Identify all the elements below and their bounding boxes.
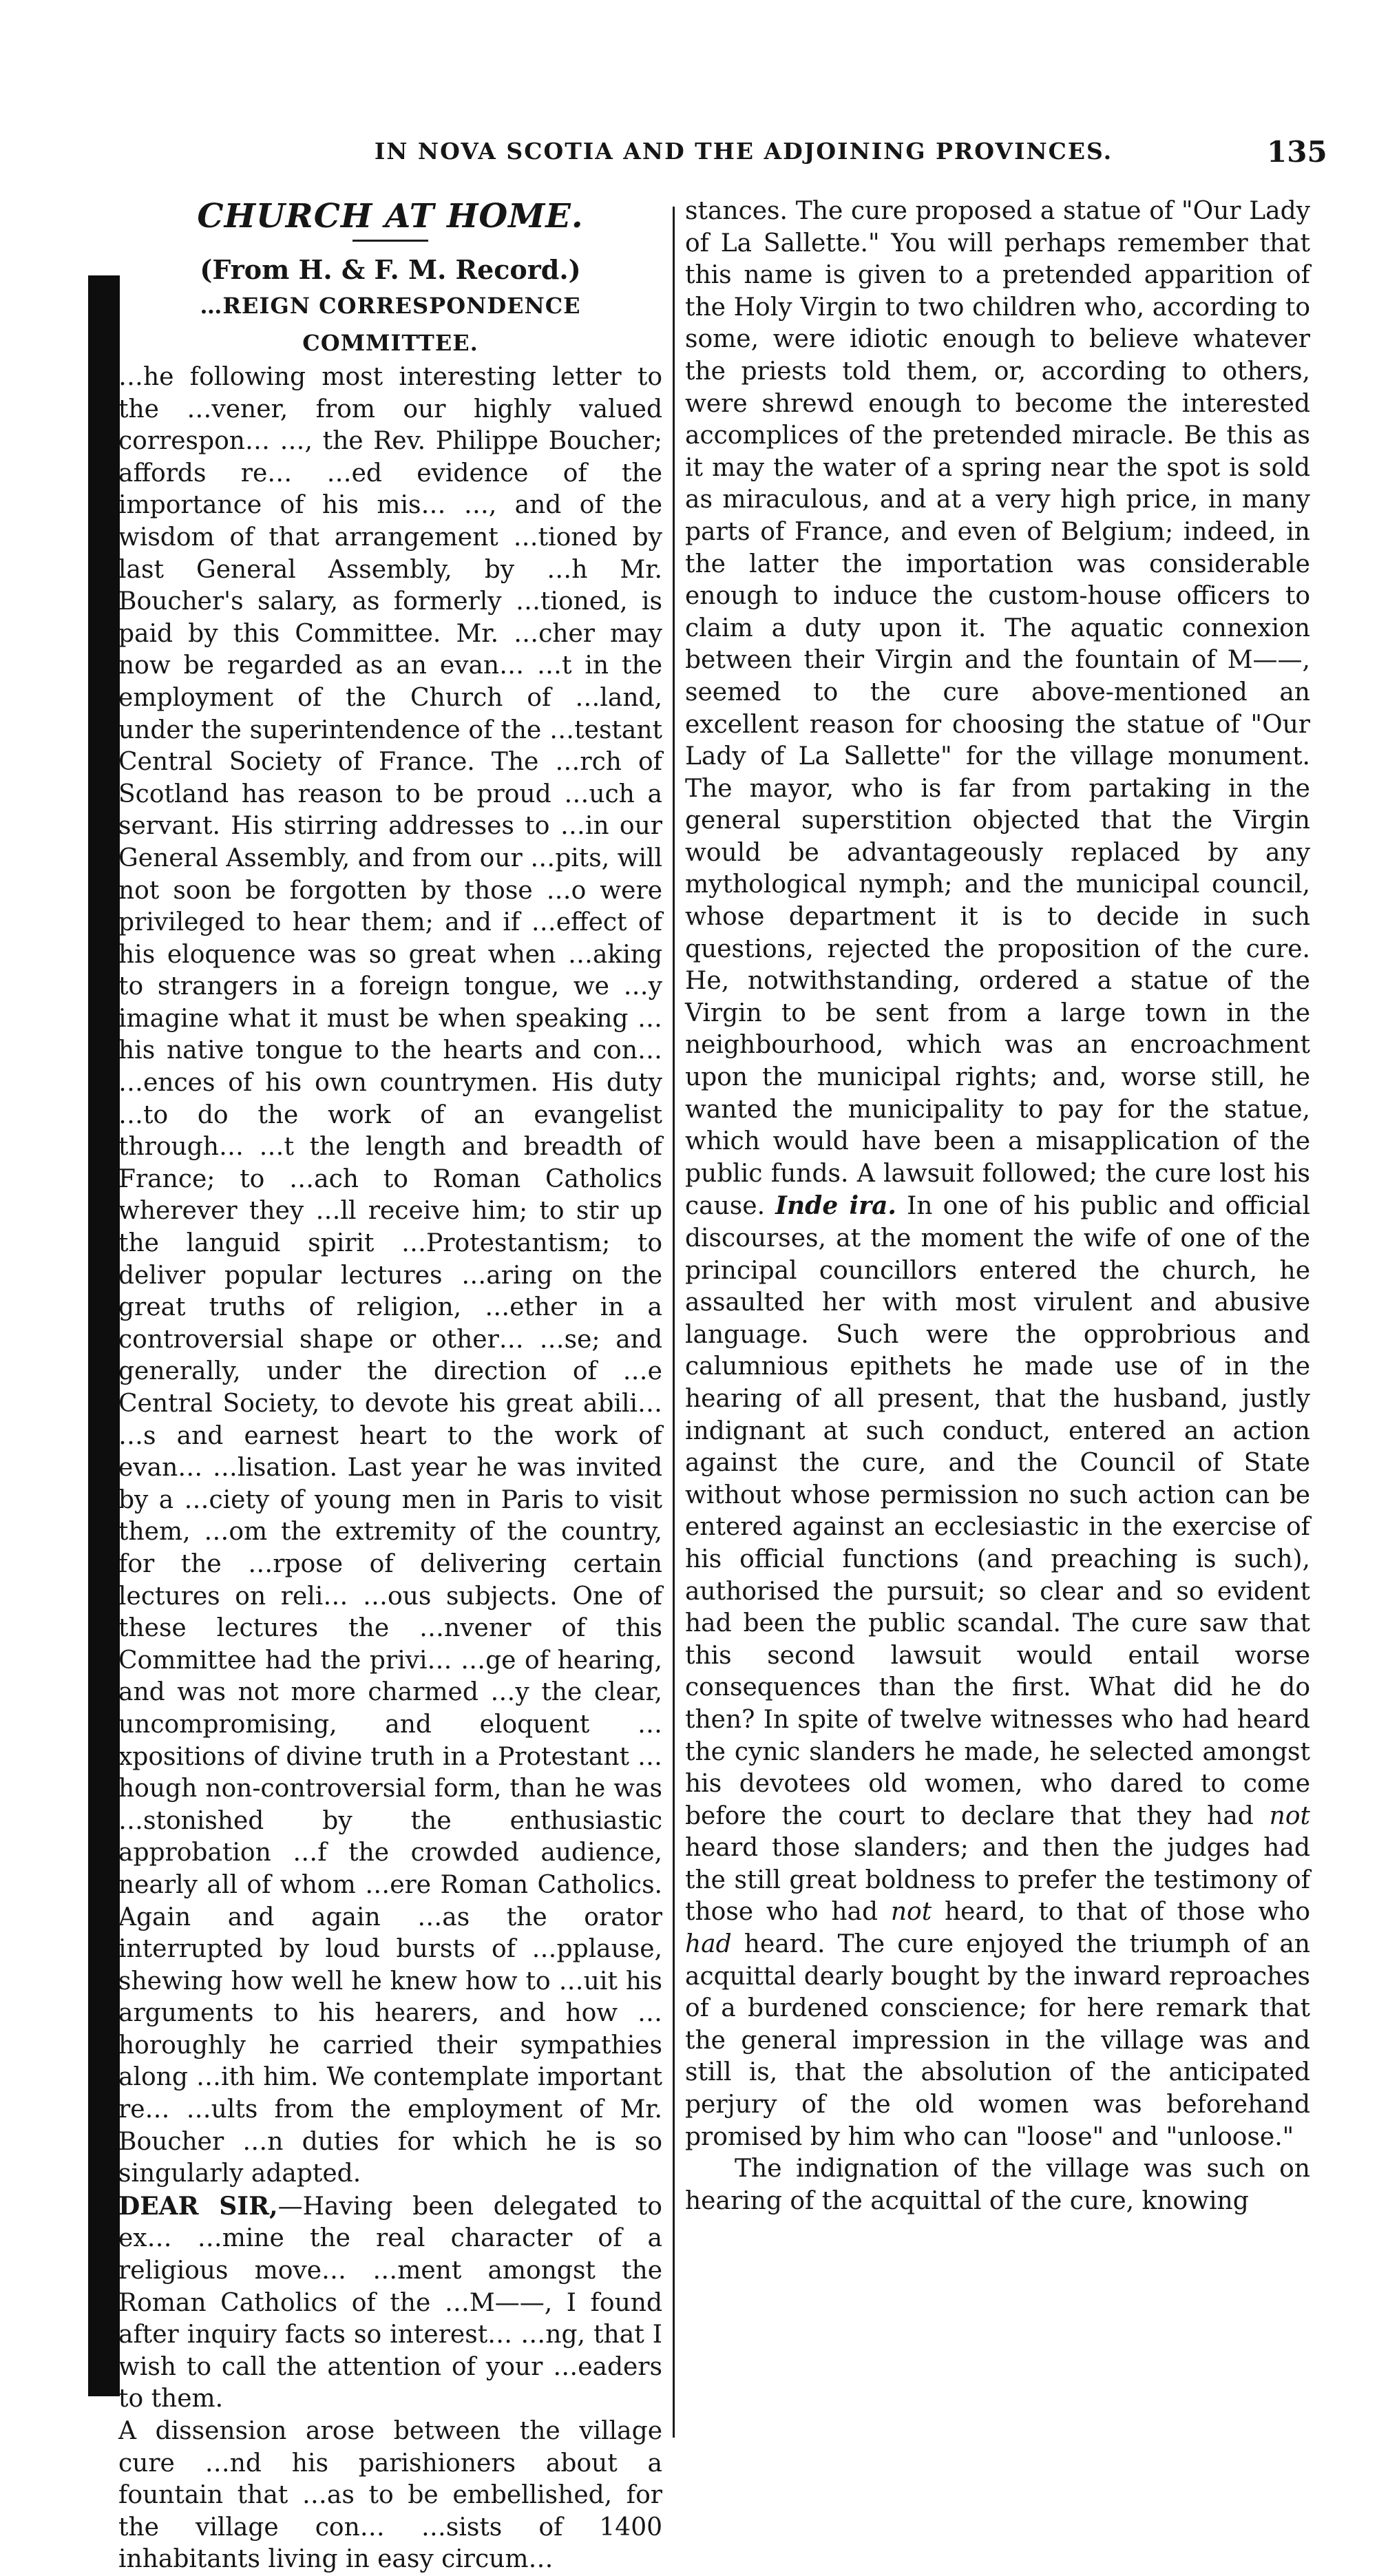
discourse-text-c: heard, to that of those who bbox=[944, 1898, 1310, 1927]
binding-gutter-shadow bbox=[88, 275, 120, 2396]
section-title: CHURCH AT HOME. bbox=[197, 197, 584, 235]
page-number: 135 bbox=[1267, 135, 1327, 169]
discourse-text-b: heard those slanders; and then the judges had the still great boldness to prefer the testimony of those who had bbox=[685, 1834, 1310, 1927]
indignation-paragraph: The indignation of the village was such on hearing of the acquittal of the cure, knowing bbox=[685, 2155, 1310, 2215]
dissension-paragraph: A dissension arose between the village cure …nd his parishioners about a fountain that …as to be embellished, for the village con… …sists of 1400 inhabitants living in easy circum… bbox=[118, 2417, 662, 2574]
right-column bbox=[685, 196, 1310, 2217]
left-column bbox=[118, 196, 662, 2576]
emphasis-not-2: not bbox=[890, 1898, 932, 1927]
emphasis-not-1: not bbox=[1269, 1801, 1310, 1830]
discourse-text-d: heard. The cure enjoyed the triumph of an acquittal dearly bought by the inward reproaches of a burdened conscience; for here remark that the general impression in the village was and still is, that the absolution of the anticipated perjury of the old women was beforehand promised by him who can "loose" and "unloose." bbox=[685, 1930, 1311, 2151]
letter-opening-paragraph bbox=[118, 2190, 662, 2416]
title-rule bbox=[353, 240, 428, 242]
continuation-paragraph bbox=[685, 196, 1310, 2153]
latin-phrase: Inde ira. bbox=[775, 1191, 896, 1221]
intro-paragraph: …he following most interesting letter to the …vener, from our highly valued correspon… …, the Rev. Philippe Boucher; affords re… …ed evidence of the importance of his mis… …, and of the wisdom of that arrangement …tioned by last General Assembly, by …h Mr. Boucher's salary, as formerly …tioned, is paid by this Committee. Mr. …cher may now be regarded as an evan… …t in the employment of the Church of …land, under the superintendence of the …testant Central Society of France. The …rch of Scotland has reason to be proud …uch a servant. His stirring addresses to …in our General Assembly, and from our …pits, will not soon be forgotten by those …o were privileged to hear them; and if …effect of his eloquence was so great when …aking to strangers in a foreign tongue, we …y imagine what it must be when speaking …his native tongue to the hearts and con… …ences of his own countrymen. His duty …to do the work of an evangelist through… …t the length and breadth of France; to …ach to Roman Catholics wherever they …ll receive him; to stir up the languid spirit …Protestantism; to deliver popular lectures …aring on the great truths of religion, …ether in a controversial shape or other… …se; and generally, under the direction of …e Central Society, to devote his great abili… …s and earnest heart to the work of evan… …lisation. Last year he was invited by a …ciety of young men in Paris to visit them, …om the extremity of the country, for the …rpose of delivering certain lectures on reli… …ous subjects. One of these lectures the …nvener of this Committee had the privi… …ge of hearing, and was not more charmed …y the clear, uncompromising, and eloquent …xpositions of divine truth in a Protestant …hough non-controversial form, than he was …stonished by the enthusiastic approbation …f the crowded audience, nearly all of whom …ere Roman Catholics. Again and again …as the orator interrupted by loud bursts of …pplause, shewing how well he knew how to …uit his arguments to his hearers, and how …horoughly he carried their sympathies along …ith him. We contemplate important re… …ults from the employment of Mr. Boucher …n duties for which he is so singularly adapted. bbox=[118, 363, 662, 2188]
running-title: IN NOVA SCOTIA AND THE ADJOINING PROVINCES. bbox=[374, 138, 1113, 165]
committee-heading: …REIGN CORRESPONDENCE COMMITTEE. bbox=[200, 293, 581, 356]
letter-opening-text: —Having been delegated to ex… …mine the real character of a religious move… …ment amongst the Roman Catholics of the …M——, I found after inquiry facts so interest… …ng, that I wish to call the attention of your …eaders to them. bbox=[118, 2192, 662, 2413]
discourse-text: In one of his public and official discourses, at the moment the wife of one of the principal councillors entered the church, he assaulted her with most virulent and abusive language. Such were the opprobrious and calumnious epithets he made use of in the hearing of all present, that the husband, justly indignant at such conduct, entered an action against the cure, and the Council of State without whose permission no such action can be entered against an ecclesiastic in the exercise of his official functions (and preaching is such), authorised the pursuit; so clear and so evident had been the public scandal. The cure saw that this second lawsuit would entail worse consequences than the first. What did he do then? In spite of twelve witnesses who had heard the cynic slanders he made, he selected amongst his devotees old women, who dared to come before the court to declare that they had bbox=[685, 1192, 1310, 1830]
continuation-text: stances. The cure proposed a statue of "Our Lady of La Sallette." You will perhaps remember that this name is given to a pretended apparition of the Holy Virgin to two children who, according to some, were idiotic enough to believe whatever the priests told them, or, according to others, were shrewd enough to become the interested accomplices of the pretended miracle. Be this as it may the water of a spring near the spot is sold as miraculous, and at a very high price, in many parts of France, and even of Belgium; indeed, in the latter the importation was considerable enough to induce the custom-house officers to claim a duty upon it. The aquatic connexion between their Virgin and the fountain of M——, seemed to the cure above-mentioned an excellent reason for choosing the statue of "Our Lady of La Sallette" for the village monument. The mayor, who is far from partaking in the general superstition objected that the Virgin would be advantageously replaced by any mythological nymph; and the municipal council, whose department it is to decide in such questions, rejected the proposition of the cure. He, notwithstanding, ordered a statue of the Virgin to be sent from a large town in the neighbourhood, which was an encroachment upon the municipal rights; and, worse still, he wanted the municipality to pay for the statue, which would have been a misapplication of the public funds. A lawsuit followed; the cure lost his cause. bbox=[685, 197, 1310, 1221]
source-attribution: (From H. & F. M. Record.) bbox=[200, 254, 581, 285]
letter-salutation: DEAR SIR, bbox=[118, 2191, 278, 2221]
column-divider bbox=[673, 207, 675, 2438]
emphasis-had: had bbox=[685, 1930, 732, 1959]
